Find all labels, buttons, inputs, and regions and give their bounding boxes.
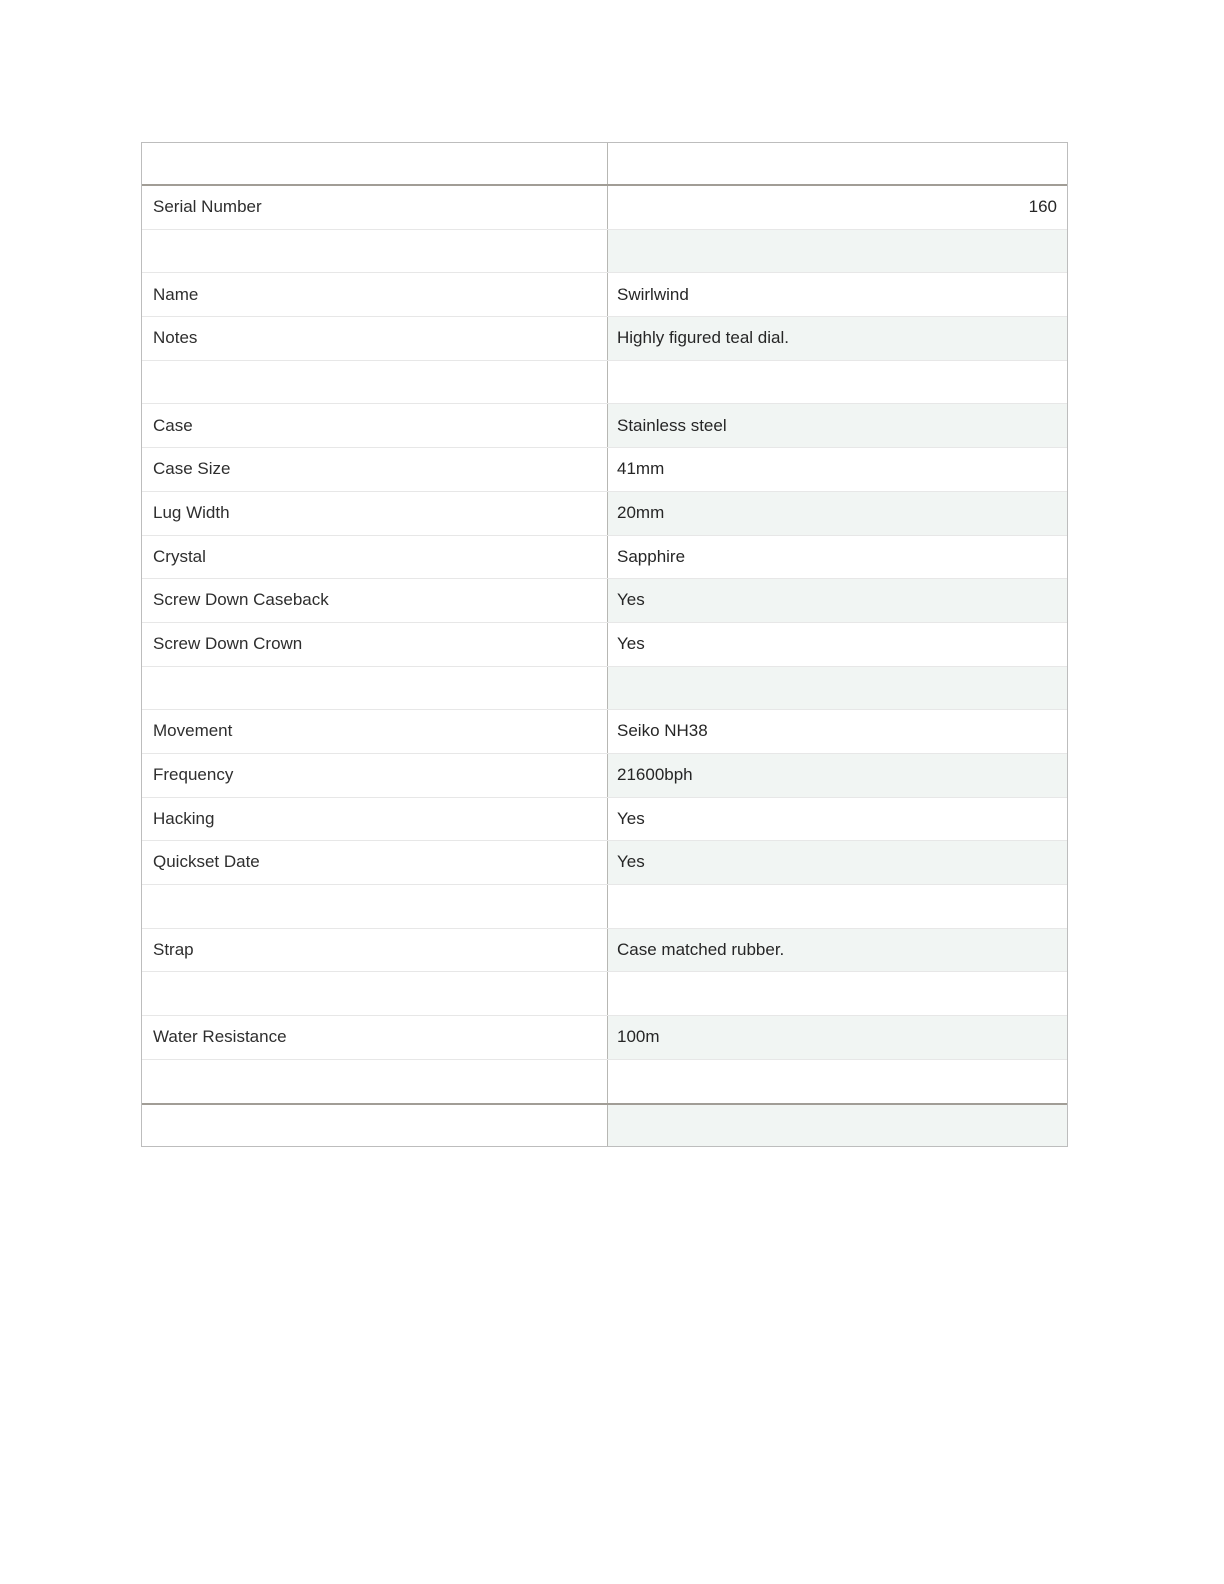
table-row [142, 798, 1067, 842]
table-row [142, 667, 1067, 711]
value-cell [608, 972, 1067, 1015]
table-row [142, 754, 1067, 798]
value-cell: Case matched rubber. [608, 929, 1067, 972]
value-cell: Yes [608, 579, 1067, 622]
value-cell: 41mm [608, 448, 1067, 491]
value-cell: Yes [608, 841, 1067, 884]
table-row [142, 579, 1067, 623]
table-row [142, 710, 1067, 754]
label-cell [142, 361, 608, 404]
table-row [142, 448, 1067, 492]
table-row [142, 1060, 1067, 1104]
value-cell: 100m [608, 1016, 1067, 1059]
value-cell [608, 885, 1067, 928]
label-cell: Name [142, 273, 608, 316]
value-cell [608, 1060, 1067, 1104]
label-cell: Screw Down Caseback [142, 579, 608, 622]
value-cell: Yes [608, 798, 1067, 841]
label-cell: Hacking [142, 798, 608, 841]
table-row [142, 317, 1067, 361]
table-row [142, 623, 1067, 667]
value-cell: 21600bph [608, 754, 1067, 797]
label-cell: Lug Width [142, 492, 608, 535]
table-body [142, 186, 1067, 1103]
value-cell: Sapphire [608, 536, 1067, 579]
label-cell [142, 667, 608, 710]
value-cell: Swirlwind [608, 273, 1067, 316]
footer-label-cell [142, 1105, 608, 1146]
footer-value-cell [608, 1105, 1067, 1146]
value-cell: Seiko NH38 [608, 710, 1067, 753]
header-label-cell [142, 143, 608, 184]
table-row [142, 273, 1067, 317]
label-cell [142, 1060, 608, 1104]
label-cell [142, 230, 608, 273]
header-value-cell [608, 143, 1067, 184]
value-cell: Highly figured teal dial. [608, 317, 1067, 360]
label-cell: Case [142, 404, 608, 447]
label-cell: Serial Number [142, 186, 608, 229]
table-footer-row [142, 1103, 1067, 1146]
table-row [142, 841, 1067, 885]
value-cell: Yes [608, 623, 1067, 666]
label-cell: Case Size [142, 448, 608, 491]
label-cell: Strap [142, 929, 608, 972]
value-cell [608, 667, 1067, 710]
table-row [142, 186, 1067, 230]
table-row [142, 1016, 1067, 1060]
value-cell: Stainless steel [608, 404, 1067, 447]
table-row [142, 972, 1067, 1016]
label-cell: Water Resistance [142, 1016, 608, 1059]
table-header-row [142, 143, 1067, 186]
table-row [142, 230, 1067, 274]
label-cell: Crystal [142, 536, 608, 579]
label-cell: Frequency [142, 754, 608, 797]
table-row [142, 361, 1067, 405]
value-cell [608, 361, 1067, 404]
table-row [142, 536, 1067, 580]
label-cell [142, 885, 608, 928]
value-cell: 20mm [608, 492, 1067, 535]
label-cell: Quickset Date [142, 841, 608, 884]
table-row [142, 885, 1067, 929]
label-cell: Screw Down Crown [142, 623, 608, 666]
value-cell [608, 230, 1067, 273]
spec-table [141, 142, 1068, 1147]
table-row [142, 404, 1067, 448]
table-row [142, 929, 1067, 973]
label-cell: Movement [142, 710, 608, 753]
table-row [142, 492, 1067, 536]
label-cell [142, 972, 608, 1015]
label-cell: Notes [142, 317, 608, 360]
value-cell: 160 [608, 186, 1067, 229]
